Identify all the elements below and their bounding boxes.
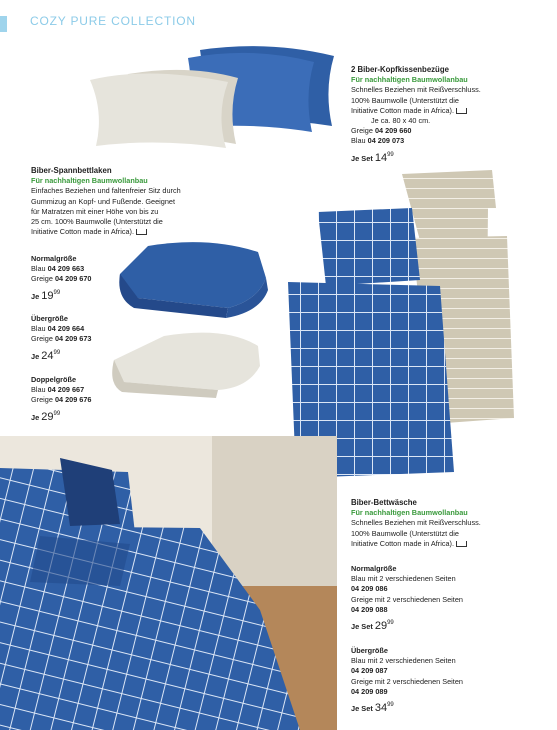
price: Je $24^{99}$ [31, 349, 61, 362]
sheets-size-over: Übergröße Blau 04 209 664 Greige 04 209 673 Je $24^{99}$ [31, 314, 92, 362]
variant-label: Blau mit 2 verschiedenen Seiten [351, 656, 456, 666]
article-number: 04 209 073 [367, 136, 405, 146]
price: Je Set $34^{99}$ [351, 702, 394, 715]
pillowcase-desc-2: 100% Baumwolle (Unterstützt die [351, 95, 459, 105]
pillowcase-title: 2 Biber-Kopfkissenbezüge [351, 65, 449, 74]
wash-icon [456, 541, 467, 547]
article-number: 04 209 664 [47, 324, 85, 334]
sheets-desc-4: 25 cm. 100% Baumwolle (Unterstützt die [31, 217, 163, 227]
variant-label: Greige mit 2 verschiedenen Seiten [351, 676, 463, 686]
variant-label: Blau mit 2 verschiedenen Seiten [351, 574, 456, 584]
sheets-desc-5: Initiative Cotton made in Africa). [31, 227, 135, 237]
pillowcase-eco-label: Für nachhaltigen Baumwollanbau [351, 75, 468, 85]
bedding-size-over [351, 646, 463, 714]
wash-icon [136, 229, 147, 235]
price: Je Set $29^{99}$ [351, 620, 394, 633]
article-number: 04 209 087 [351, 666, 388, 676]
size-name: Normalgröße [351, 564, 397, 573]
article-number: 04 209 086 [351, 584, 388, 594]
article-number: 04 209 676 [54, 395, 92, 405]
bedding-block [351, 498, 481, 549]
variant-label: Blau [351, 136, 366, 146]
price: Je Set $14^{99}$ [351, 151, 394, 164]
size-name: Normalgröße [31, 254, 77, 263]
pillowcase-desc-3: Initiative Cotton made in Africa). [351, 105, 455, 115]
article-number: 04 209 670 [54, 274, 92, 284]
sheets-desc-1: Einfaches Beziehen und faltenfreier Sitz durch [31, 186, 181, 196]
bedroom-photo [0, 436, 337, 730]
pillowcase-block [351, 65, 481, 164]
article-number: 04 209 089 [351, 686, 388, 696]
sheets-desc-3: für Matratzen mit einer Höhe von bis zu [31, 206, 159, 216]
price: Je $29^{99}$ [31, 410, 61, 423]
wash-icon [456, 108, 467, 114]
size-name: Übergröße [31, 314, 68, 323]
pillowcase-size: Je ca. 80 x 40 cm. [371, 116, 431, 126]
page-title: COZY PURE COLLECTION [30, 14, 196, 28]
pillowcase-desc-1: Schnelles Beziehen mit Reißverschluss. [351, 85, 481, 95]
variant-label: Greige [351, 126, 373, 136]
sheets-title: Biber-Spannbettlaken [31, 166, 112, 175]
article-number: 04 209 663 [47, 264, 85, 274]
article-number: 04 209 660 [374, 126, 412, 136]
bedding-size-normal [351, 564, 463, 632]
bedding-title: Biber-Bettwäsche [351, 498, 417, 507]
header-accent-bar [0, 16, 7, 32]
sheets-size-double: Doppelgröße Blau 04 209 667 Greige 04 209 676 Je $29^{99}$ [31, 375, 92, 423]
bedding-desc-2: 100% Baumwolle (Unterstützt die [351, 528, 459, 538]
bedding-desc-3: Initiative Cotton made in Africa). [351, 538, 455, 548]
pillows-photo [88, 40, 338, 150]
size-name: Doppelgröße [31, 375, 76, 384]
size-name: Übergröße [351, 646, 388, 655]
sheets-block [31, 166, 181, 237]
sheets-size-normal: Normalgröße Blau 04 209 663 Greige 04 209 670 Je $19^{99}$ [31, 254, 92, 302]
price: Je $19^{99}$ [31, 289, 61, 302]
bedding-desc-1: Schnelles Beziehen mit Reißverschluss. [351, 518, 481, 528]
sheets-eco-label: Für nachhaltigen Baumwollanbau [31, 176, 148, 186]
bedding-eco-label: Für nachhaltigen Baumwollanbau [351, 508, 468, 518]
article-number: 04 209 088 [351, 604, 388, 614]
article-number: 04 209 673 [54, 334, 92, 344]
variant-label: Greige mit 2 verschiedenen Seiten [351, 594, 463, 604]
article-number: 04 209 667 [47, 385, 85, 395]
fitted-sheets-photo [108, 238, 273, 398]
sheets-desc-2: Gummizug an Kopf- und Fußende. Geeignet [31, 196, 175, 206]
